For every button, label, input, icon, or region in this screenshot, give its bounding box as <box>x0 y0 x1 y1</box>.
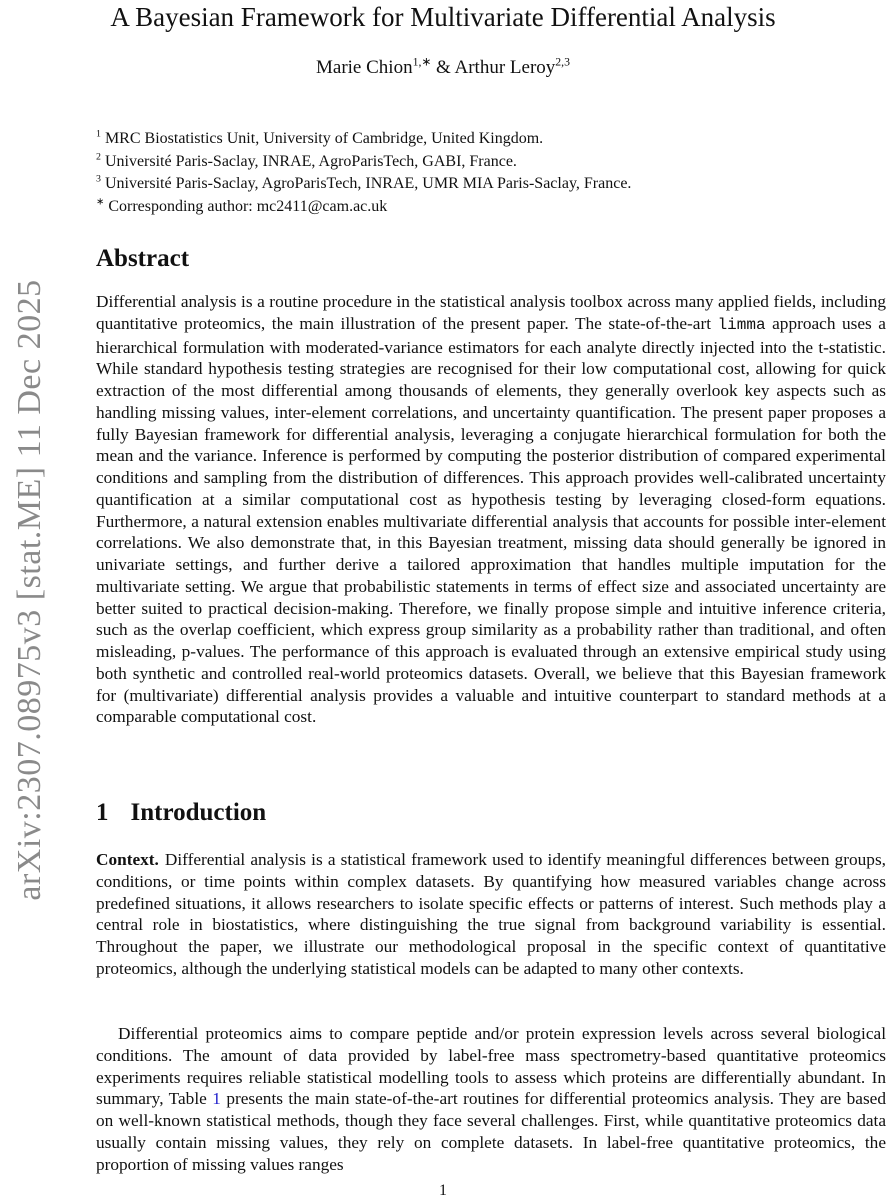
author-affil-mark: 2,3 <box>555 55 570 69</box>
context-paragraph <box>96 849 886 980</box>
affiliation-text: Corresponding author: mc2411@cam.ac.uk <box>108 197 388 215</box>
abstract-body <box>96 291 886 728</box>
abstract-text: approach uses a hierarchical formulation with moderated-variance estimators for each analyte directly injected into the t-statistic. While standard hypothesis testing strategies are recognised for their low computational cost, allowing for quick extraction of the most differential among thousands of elements, they generally overlook key aspects such as handling missing values, inter-element correlations, and uncertainty quantification. The present paper proposes a fully Bayesian framework for differential analysis, leveraging a conjugate hierarchical formulation for both the mean and the variance. Inference is performed by computing the posterior distribution of compared experimental conditions and sampling from the distribution of differences. This approach provides well-calibrated uncertainty quantification at a similar computational cost as hypothesis testing by leveraging closed-form equations. Furthermore, a natural extension enables multivariate differential analysis that accounts for possible inter-element correlations. We also demonstrate that, in this Bayesian treatment, missing data should generally be ignored in univariate settings, and further derive a tailored approximation that handles multiple imputation for the multivariate setting. We argue that probabilistic statements in terms of effect size and associated uncertainty are better suited to practical decision-making. Therefore, we finally propose simple and intuitive inference criteria, such as the overlap coefficient, which express group similarity as a probability rather than traditional, and often misleading, p-values. The performance of this approach is evaluated through an extensive empirical study using both synthetic and controlled real-world proteomics datasets. Overall, we believe that this Bayesian framework for (multivariate) differential analysis provides a valuable and intuitive counterpart to standard methods at a comparable computational cost. <box>96 313 886 727</box>
author-name: Marie Chion <box>316 57 413 78</box>
author-list <box>0 57 886 79</box>
section-number: 1 <box>96 799 109 826</box>
table-ref-link[interactable]: 1 <box>212 1089 221 1109</box>
author-name: Arthur Leroy <box>454 57 556 78</box>
paragraph-text: Differential analysis is a statistical framework used to identify meaningful differences between groups, conditions, or time points within complex datasets. By quantifying how measured variables change across predefined situations, it allows researchers to isolate specific effects or patterns of interest. Such methods play a central role in biostatistics, where distinguishing the true signal from background variability is essential. Throughout the paper, we illustrate our methodological proposal in the specific context of quantitative proteomics, although the underlying statistical models can be adapted to many other contexts. <box>96 850 886 978</box>
abstract-text: Differential analysis is a routine procedure in the statistical analysis toolbox across many applied fields, including quantitative proteomics, the main illustration of the present paper. The state-of-the-art <box>96 292 886 333</box>
affiliation-mark: 3 <box>96 173 101 185</box>
corresponding-author <box>96 196 631 219</box>
paper-title: A Bayesian Framework for Multivariate Differential Analysis <box>110 2 776 32</box>
code-limma: limma <box>717 315 766 334</box>
affiliation-mark: ∗ <box>96 196 105 208</box>
section-title: Introduction <box>130 799 267 826</box>
affiliation-text: Université Paris-Saclay, AgroParisTech, INRAE, UMR MIA Paris-Saclay, France. <box>104 175 632 192</box>
affiliation <box>96 128 631 151</box>
affiliation <box>96 173 631 196</box>
section-heading-introduction <box>96 799 266 827</box>
page-number: 1 <box>439 1182 447 1199</box>
affiliation-text: MRC Biostatistics Unit, University of Cambridge, United Kingdom. <box>104 130 544 147</box>
affiliation-text: Université Paris-Saclay, INRAE, AgroParisTech, GABI, France. <box>104 152 517 170</box>
paragraph-text: Differential proteomics aims to compare peptide and/or protein expression levels across several biological conditions. The amount of data provided by label-free mass spectrometry-based quantitative proteomics experiments requires reliable statistical modelling tools to assess which proteins are differentially abundant. In summary, Table <box>96 1024 886 1109</box>
affiliations <box>96 128 631 218</box>
proteomics-paragraph <box>96 1023 886 1175</box>
paragraph-text: presents the main state-of-the-art routines for differential proteomics analysis. They are based on well-known statistical methods, though they face several challenges. First, while quantitative proteomics data usually contain missing values, they rely on complete datasets. In label-free quantitative proteomics, the proportion of missing values ranges <box>96 1089 886 1174</box>
arxiv-sidebar <box>0 230 60 950</box>
author-separator: & <box>436 57 451 78</box>
affiliation-mark: 1 <box>96 128 101 140</box>
paragraph-label: Context. <box>96 850 159 869</box>
author-affil-mark: 1,∗ <box>412 55 432 69</box>
abstract-heading: Abstract <box>96 245 190 272</box>
arxiv-identifier: arXiv:2307.08975v3 [stat.ME] 11 Dec 2025 <box>11 279 48 901</box>
affiliation-mark: 2 <box>96 151 101 163</box>
affiliation <box>96 151 631 174</box>
